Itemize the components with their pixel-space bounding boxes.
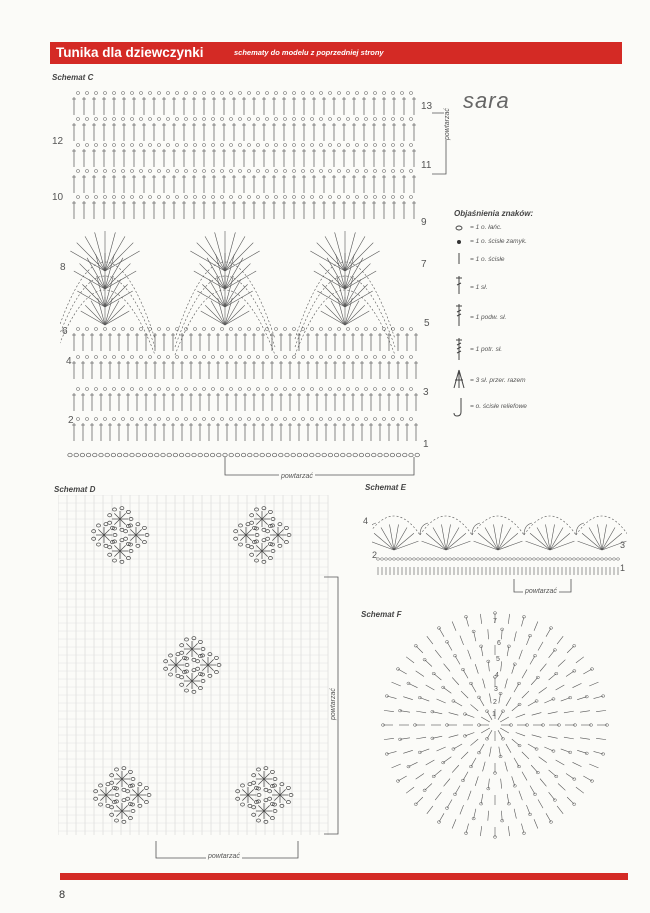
legend-item-text: = 1 sł.: [470, 284, 488, 291]
three-dc-together-icon: [454, 370, 464, 388]
repeat-label-e-bottom: powtarzać: [525, 588, 557, 595]
repeat-label-d-side: powtarzać: [330, 688, 337, 720]
footer-bar: [60, 873, 628, 880]
row-number: 10: [52, 192, 64, 203]
legend-item-text: = o. ścisłe reliefowe: [470, 403, 527, 410]
slip-stitch-icon: [457, 240, 461, 244]
row-number: 4: [495, 672, 499, 679]
double-crochet-icon: [456, 276, 462, 294]
schemat-e-diagram: [372, 495, 627, 580]
row-number: 7: [493, 618, 497, 625]
schemat-f-diagram: [360, 600, 630, 865]
row-number: 3: [494, 686, 498, 693]
legend-item-text: = 3 sł. przer. razem: [470, 377, 526, 384]
repeat-label-c-side: powtarzać: [444, 108, 451, 140]
row-number: 1: [492, 711, 496, 718]
row-number: 6: [497, 640, 501, 647]
schemat-c-label: Schemat C: [52, 73, 94, 82]
legend-item-text: = 1 o. ścisłe zamyk.: [470, 238, 527, 245]
double-treble-icon: [456, 304, 462, 326]
triple-treble-icon: [456, 338, 462, 360]
schemat-d-label: Schemat D: [54, 485, 96, 494]
row-number: 3: [620, 540, 626, 550]
row-number: 9: [421, 217, 427, 228]
row-number: 6: [62, 326, 68, 337]
row-number: 2: [493, 699, 497, 706]
legend-item-text: = 1 o. ścisłe: [470, 256, 505, 263]
chain-icon: [456, 226, 462, 230]
repeat-label-d-bottom: powtarzać: [208, 853, 240, 860]
row-number: 2: [372, 550, 378, 560]
row-number: 4: [66, 356, 72, 367]
schemat-c-diagram: [60, 85, 433, 465]
legend-title: Objaśnienia znaków:: [454, 209, 534, 218]
repeat-bracket-c-bottom: [224, 455, 416, 477]
row-number: 12: [52, 136, 64, 147]
legend-item-text: = 1 o. łańc.: [470, 224, 502, 231]
legend-icons: [452, 220, 472, 420]
row-number: 4: [363, 516, 369, 526]
row-number: 2: [68, 415, 74, 426]
page-subtitle: schematy do modelu z poprzedniej strony: [234, 48, 384, 57]
schemat-f-label: Schemat F: [361, 610, 402, 619]
row-number: 13: [421, 101, 433, 112]
page-title: Tunika dla dziewczynki: [56, 45, 204, 60]
row-number: 8: [60, 262, 66, 273]
schemat-e-label: Schemat E: [365, 483, 406, 492]
row-number: 11: [421, 160, 432, 171]
repeat-label-c-bottom: powtarzać: [281, 473, 313, 480]
row-number: 1: [423, 439, 429, 450]
schemat-d-diagram: [58, 495, 348, 845]
relief-stitch-icon: [454, 398, 461, 416]
row-number: 5: [496, 656, 500, 663]
legend-item-text: = 1 podw. sł.: [470, 314, 507, 321]
row-number: 5: [424, 318, 430, 329]
row-number: 1: [620, 563, 626, 573]
legend-item-text: = 1 potr. sł.: [470, 346, 503, 353]
row-number: 7: [421, 259, 427, 270]
row-number: 3: [423, 387, 429, 398]
watermark: sara: [463, 88, 510, 113]
page-number: 8: [59, 889, 66, 901]
